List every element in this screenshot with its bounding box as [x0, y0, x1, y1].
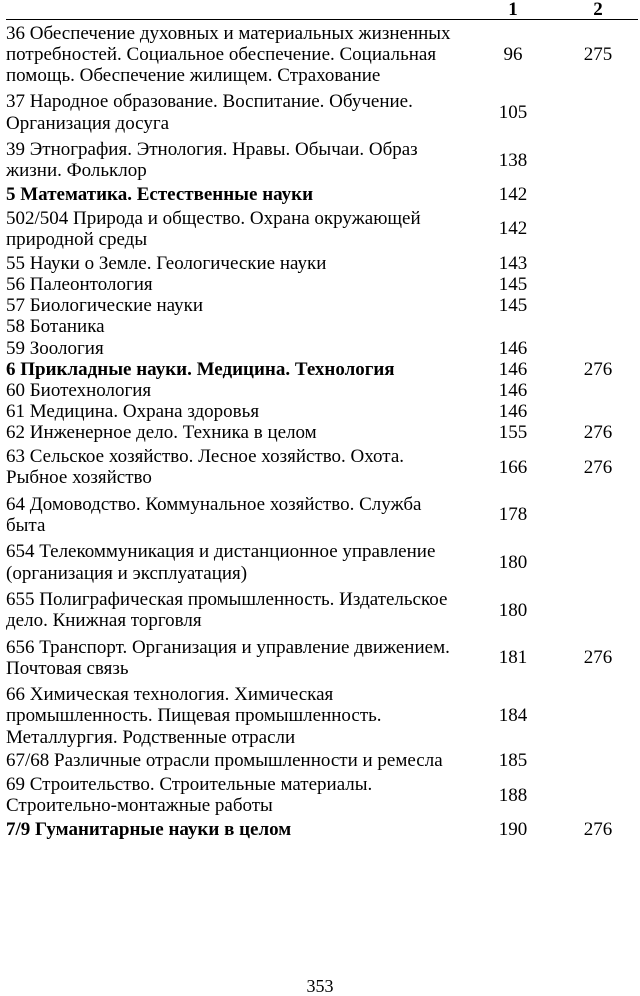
row-title: 502/504 Природа и общество. Охрана окружающей природной среды [6, 207, 421, 250]
row-col-1: 138 [498, 149, 528, 171]
row-title: 61 Медицина. Охрана здоровья [6, 401, 260, 423]
table-row [6, 634, 638, 682]
row-col-1: 180 [498, 599, 528, 621]
row-col-1: 181 [498, 647, 528, 669]
row-title: 654 Телекоммуникация и дистанционное управление (организация и эксплуатация) [6, 541, 436, 584]
row-title: 67/68 Различные отрасли промышленности и ремесла [6, 750, 443, 772]
header-col-1: 1 [468, 0, 558, 20]
table-row [6, 136, 638, 184]
row-title: 60 Биотехнология [6, 380, 152, 401]
table-row [6, 750, 638, 771]
table-row [6, 295, 638, 316]
row-col-2 [558, 316, 638, 337]
table-row [6, 539, 638, 587]
row-col-2: 276 [583, 456, 613, 478]
row-title: 64 Домоводство. Коммунальное хозяйство. Служба быта [6, 493, 422, 536]
table-row [6, 491, 638, 539]
table-row [6, 772, 638, 820]
row-title: 62 Инженерное дело. Техника в целом [6, 422, 317, 444]
table-header-row [6, 0, 638, 20]
table-row [6, 422, 638, 443]
row-col-2 [558, 750, 638, 771]
row-title: 656 Транспорт. Организация и управление движением. Почтовая связь [6, 636, 450, 679]
row-title: 57 Биологические науки [6, 295, 204, 317]
table-row [6, 184, 638, 205]
row-col-2 [558, 184, 638, 205]
row-col-1: 145 [498, 295, 528, 317]
table-row [6, 253, 638, 274]
row-col-2 [558, 295, 638, 316]
row-col-1: 166 [498, 456, 528, 478]
row-col-1: 155 [498, 422, 528, 444]
row-col-2 [558, 401, 638, 422]
row-col-1: 146 [498, 337, 528, 359]
row-col-2 [558, 682, 638, 751]
row-title: 37 Народное образование. Воспитание. Обучение. Организация досуга [6, 91, 413, 134]
header-col-2: 2 [558, 0, 638, 20]
row-title: 7/9 Гуманитарные науки в целом [6, 819, 292, 841]
table-row [6, 819, 638, 840]
table-row [6, 359, 638, 380]
row-title: 69 Строительство. Строительные материалы. Строительно-монтажные работы [6, 774, 373, 817]
row-title: 39 Этнография. Этнология. Нравы. Обычаи. Образ жизни. Фольклор [6, 138, 418, 182]
row-title: 66 Химическая технология. Химическая промышленность. Пищевая промышленность. Металлургия. Родственные отрасли [6, 684, 382, 748]
row-col-2 [558, 253, 638, 274]
row-col-2: 276 [583, 422, 613, 444]
table-row [6, 316, 638, 337]
row-title: 5 Математика. Естественные науки [6, 183, 314, 205]
row-title: 58 Ботаника [6, 316, 105, 338]
row-col-1: 145 [498, 273, 528, 295]
row-col-1: 185 [498, 750, 528, 772]
row-col-1: 178 [498, 504, 528, 526]
table-row [6, 401, 638, 422]
row-col-1: 96 [503, 43, 523, 65]
row-col-1: 184 [498, 705, 528, 727]
row-title: 63 Сельское хозяйство. Лесное хозяйство. Охота. Рыбное хозяйство [6, 446, 405, 489]
row-col-2: 275 [583, 43, 613, 65]
index-table [6, 0, 638, 840]
row-col-2 [558, 380, 638, 401]
table-row [6, 20, 638, 89]
row-col-1: 190 [498, 819, 528, 841]
table-row [6, 274, 638, 295]
row-col-2 [558, 491, 638, 539]
row-col-2 [558, 338, 638, 359]
row-col-1: 146 [498, 401, 528, 423]
row-col-2 [558, 586, 638, 634]
row-col-2: 276 [583, 647, 613, 669]
header-blank [6, 0, 468, 20]
row-col-1: 105 [498, 101, 528, 123]
row-col-1: 143 [498, 252, 528, 274]
row-col-2 [558, 539, 638, 587]
row-col-1: 146 [498, 358, 528, 380]
table-row [6, 682, 638, 751]
row-col-2: 276 [583, 358, 613, 380]
row-col-1: 146 [498, 380, 528, 401]
row-col-1: 188 [498, 784, 528, 806]
table-row [6, 338, 638, 359]
row-col-2 [558, 136, 638, 184]
row-title: 655 Полиграфическая промышленность. Издательское дело. Книжная торговля [6, 588, 448, 632]
row-col-2 [558, 205, 638, 253]
table-row [6, 89, 638, 137]
row-col-2 [558, 89, 638, 137]
page-number: 353 [306, 976, 334, 996]
table-row [6, 380, 638, 401]
row-col-1: 180 [498, 551, 528, 573]
row-col-1: 142 [498, 183, 528, 205]
row-col-1 [468, 316, 558, 337]
row-col-2: 276 [583, 819, 613, 841]
row-title: 56 Палеонтология [6, 273, 153, 295]
row-title: 36 Обеспечение духовных и материальных жизненных потребностей. Социальное обеспечение. Социальная помощь. Обеспечение жилищем. Страхование [6, 22, 451, 86]
row-col-2 [558, 772, 638, 820]
row-title: 55 Науки о Земле. Геологические науки [6, 252, 327, 274]
table-row [6, 586, 638, 634]
row-title: 6 Прикладные науки. Медицина. Технология [6, 358, 395, 380]
row-title: 59 Зоология [6, 337, 104, 359]
row-col-1: 142 [498, 218, 528, 240]
row-col-2 [558, 274, 638, 295]
table-row [6, 205, 638, 253]
table-row [6, 444, 638, 492]
